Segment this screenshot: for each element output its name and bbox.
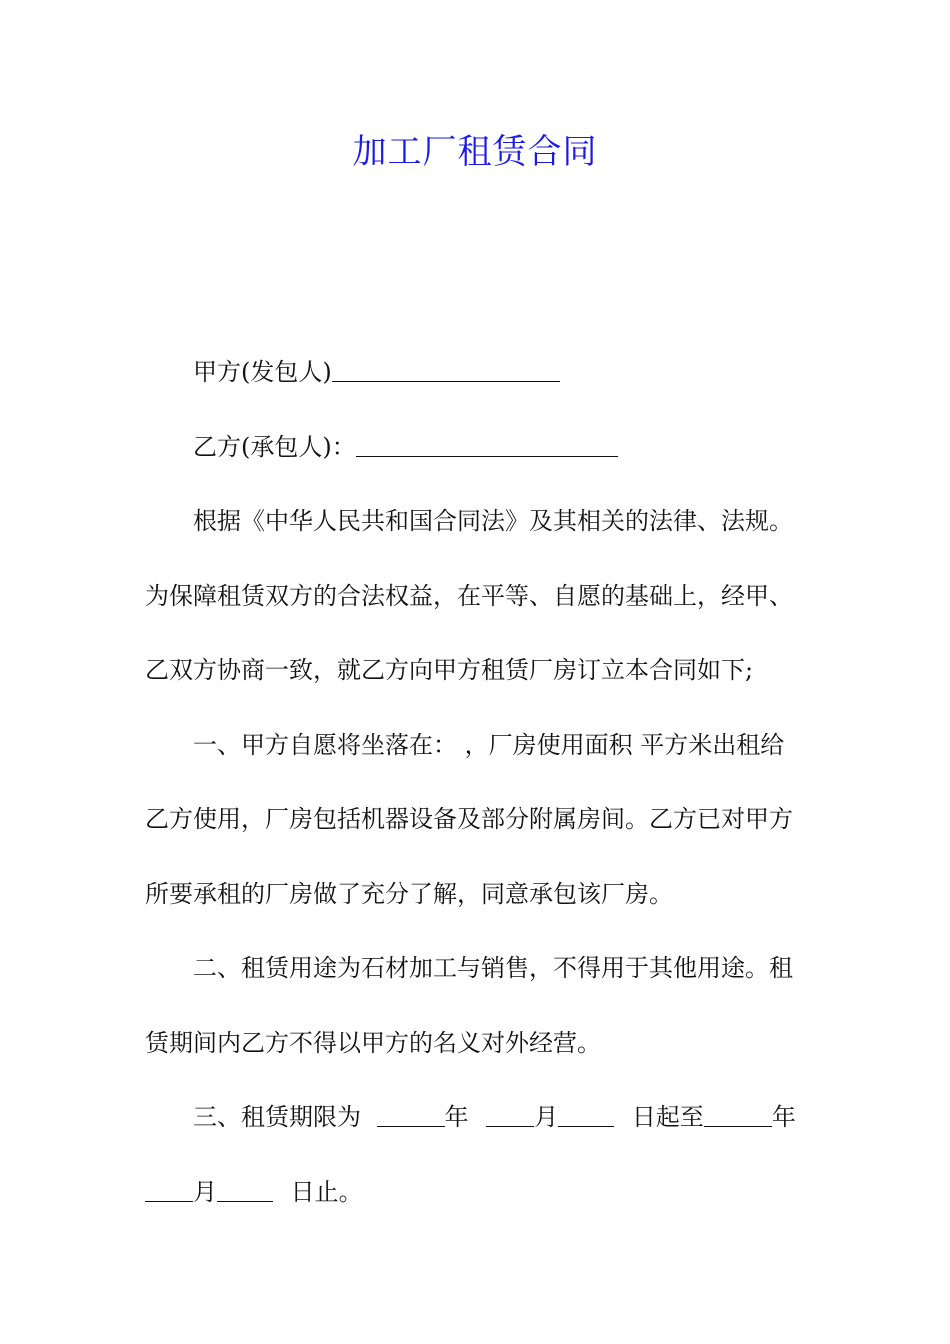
start-day-label: 日起至 [631,1103,704,1131]
clause-3-line [145,1155,807,1230]
party-a-label: 甲方(发包人) [193,358,332,386]
start-month-blank [486,1106,534,1127]
end-year-label: 年 [771,1103,796,1131]
end-day-blank [217,1181,273,1202]
end-year-blank [704,1106,772,1127]
preamble-line: 根据《中华人民共和国合同法》及其相关的法律、法规。 [193,507,793,535]
clause-3-line [145,1080,807,1155]
party-b-blank [356,436,618,457]
clause-1-line: 乙方使用，厂房包括机器设备及部分附属房间。乙方已对甲方 [145,805,793,833]
end-month-label: 月 [193,1177,217,1206]
clause-2-line: 赁期间内乙方不得以甲方的名义对外经营。 [145,1028,601,1057]
start-month-label: 月 [534,1103,559,1131]
start-day-blank [558,1106,614,1127]
document-title: 加工厂租赁合同 [352,132,598,172]
clause-1-line: 一、甲方自愿将坐落在： ，厂房使用面积 平方米出租给 [193,730,785,759]
document-body [145,335,807,1229]
party-b-line [145,410,807,485]
end-month-blank [145,1181,193,1202]
clause-2-line: 二、租赁用途为石材加工与销售，不得用于其他用途。租 [193,954,793,982]
start-year-label: 年 [444,1103,469,1131]
clause-3-prefix: 三、租赁期限为 [193,1103,361,1131]
party-a-blank [332,361,560,382]
clause-1-line: 所要承租的厂房做了充分了解，同意承包该厂房。 [145,879,673,908]
start-year-blank [377,1106,445,1127]
end-day-label: 日止。 [290,1177,363,1206]
party-a-line [145,335,807,410]
preamble-line: 为保障租赁双方的合法权益，在平等、自愿的基础上，经甲、 [145,581,793,610]
party-b-label: 乙方(承包人)： [193,432,356,461]
preamble-line: 乙双方协商一致，就乙方向甲方租赁厂房订立本合同如下; [145,656,754,684]
